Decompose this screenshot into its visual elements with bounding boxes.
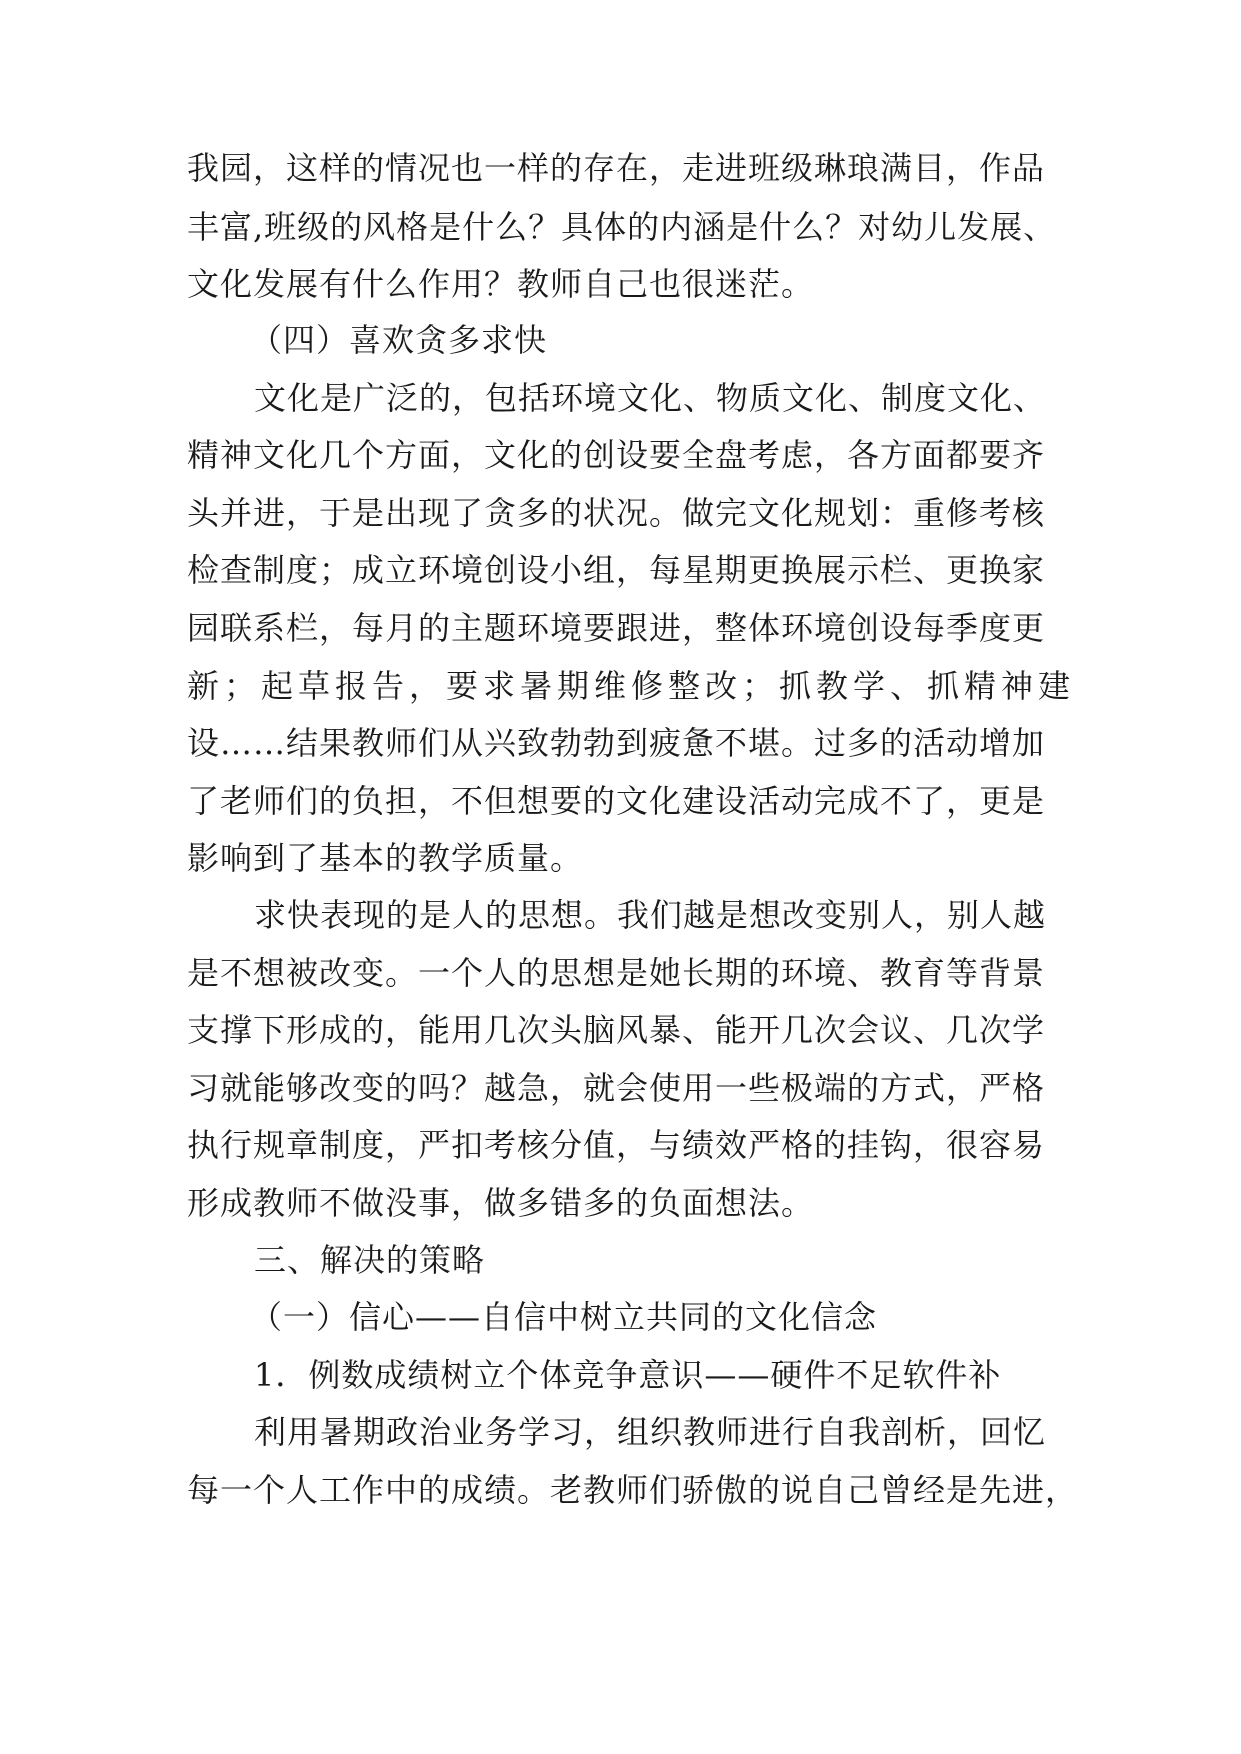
paragraph-first-line: 求快表现的是人的思想。我们越是想改变别人，别人越 [254, 896, 1047, 934]
text-line: 头并进，于是出现了贪多的状况。做完文化规划：重修考核 [187, 494, 1046, 532]
text-line: 检查制度；成立环境创设小组，每星期更换展示栏、更换家 [187, 551, 1046, 589]
text-line: 习就能够改变的吗？越急，就会使用一些极端的方式，严格 [187, 1069, 1046, 1107]
text-line: 园联系栏，每月的主题环境要跟进，整体环境创设每季度更 [187, 609, 1046, 647]
text-line: 影响到了基本的教学质量。 [187, 839, 584, 877]
item-heading: 1．例数成绩树立个体竞争意识——硬件不足软件补 [254, 1356, 1002, 1394]
text-line: 支撑下形成的，能用几次头脑风暴、能开几次会议、几次学 [187, 1011, 1046, 1049]
text-line: 设……结果教师们从兴致勃勃到疲惫不堪。过多的活动增加 [187, 724, 1046, 762]
text-line: 执行规章制度，严扣考核分值，与绩效严格的挂钩，很容易 [187, 1126, 1046, 1164]
section-heading: （四）喜欢贪多求快 [250, 321, 548, 359]
text-line: 了老师们的负担，不但想要的文化建设活动完成不了，更是 [187, 782, 1046, 820]
section-heading: 三、解决的策略 [254, 1241, 486, 1279]
paragraph-first-line: 利用暑期政治业务学习，组织教师进行自我剖析，回忆 [254, 1413, 1047, 1451]
text-line: 每一个人工作中的成绩。老教师们骄傲的说自己曾经是先进， [187, 1471, 1079, 1509]
text-line: 我园，这样的情况也一样的存在，走进班级琳琅满目，作品 [187, 149, 1046, 187]
text-line: 新；起草报告，要求暑期维修整改；抓教学、抓精神建 [187, 667, 1076, 705]
subsection-heading: （一）信心——自信中树立共同的文化信念 [250, 1298, 878, 1336]
paragraph-first-line: 文化是广泛的，包括环境文化、物质文化、制度文化、 [254, 379, 1047, 417]
text-line: 文化发展有什么作用？教师自己也很迷茫。 [187, 265, 815, 303]
text-line: 形成教师不做没事，做多错多的负面想法。 [187, 1184, 815, 1222]
text-line: 是不想被改变。一个人的思想是她长期的环境、教育等背景 [187, 954, 1046, 992]
text-line: 精神文化几个方面，文化的创设要全盘考虑，各方面都要齐 [187, 436, 1046, 474]
text-line: 丰富,班级的风格是什么？具体的内涵是什么？对幼儿发展、 [187, 208, 1057, 246]
